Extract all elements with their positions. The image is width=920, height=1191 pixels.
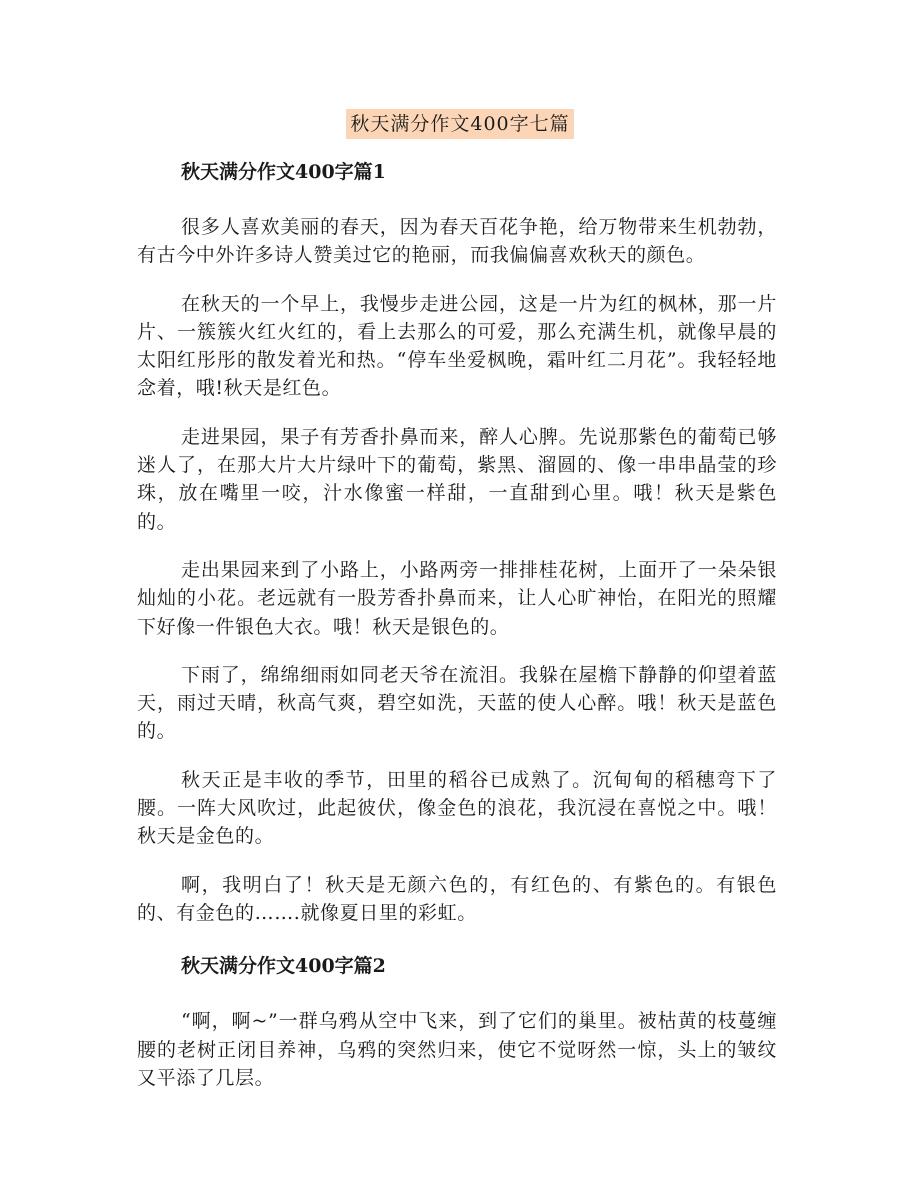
title-container [0, 109, 920, 139]
paragraph: 很多人喜欢美丽的春天，因为春天百花争艳，给万物带来生机勃勃，有古今中外许多诗人赞美过它的艳丽，而我偏偏喜欢秋天的颜色。 [137, 216, 777, 267]
paragraph: 下雨了，绵绵细雨如同老天爷在流泪。我躲在屋檐下静静的仰望着蓝天，雨过天晴，秋高气爽，碧空如洗，天蓝的使人心醉。哦！秋天是蓝色的。 [137, 663, 777, 743]
section-heading: 秋天满分作文400字篇2 [181, 955, 386, 978]
document-body [137, 157, 777, 1112]
paragraph: 啊，我明白了！秋天是无颜六色的，有红色的、有紫色的。有银色的、有金色的…….就像夏日里的彩虹。 [137, 873, 777, 924]
document-title: 秋天满分作文400字七篇 [346, 109, 573, 139]
paragraph: 走出果园来到了小路上，小路两旁一排排桂花树，上面开了一朵朵银灿灿的小花。老远就有一股芳香扑鼻而来，让人心旷神怡，在阳光的照耀下好像一件银色大衣。哦！秋天是银色的。 [137, 558, 777, 638]
section-heading: 秋天满分作文400字篇1 [181, 161, 386, 183]
paragraph: “啊，啊~”一群乌鸦从空中飞来，到了它们的巢里。被枯黄的枝蔓缠腰的老树正闭目养神，乌鸦的突然归来，使它不觉呀然一惊，头上的皱纹又平添了几层。 [137, 1010, 777, 1089]
paragraph: 秋天正是丰收的季节，田里的稻谷已成熟了。沉甸甸的稻穗弯下了腰。一阵大风吹过，此起彼伏，像金色的浪花，我沉浸在喜悦之中。哦！秋天是金色的。 [137, 768, 777, 848]
paragraph: 在秋天的一个早上，我慢步走进公园，这是一片为红的枫林，那一片片、一簇簇火红火红的，看上去那么的可爱，那么充满生机，就像早晨的太阳红彤彤的散发着光和热。“停车坐爱枫晚，霜叶红二月花”。我轻轻地念着，哦!秋天是红色。 [137, 292, 777, 400]
paragraph: 走进果园，果子有芳香扑鼻而来，醉人心脾。先说那紫色的葡萄已够迷人了，在那大片大片绿叶下的葡萄，紫黑、溜圆的、像一串串晶莹的珍珠，放在嘴里一咬，汁水像蜜一样甜，一直甜到心里。哦！秋天是紫色的。 [137, 425, 777, 533]
